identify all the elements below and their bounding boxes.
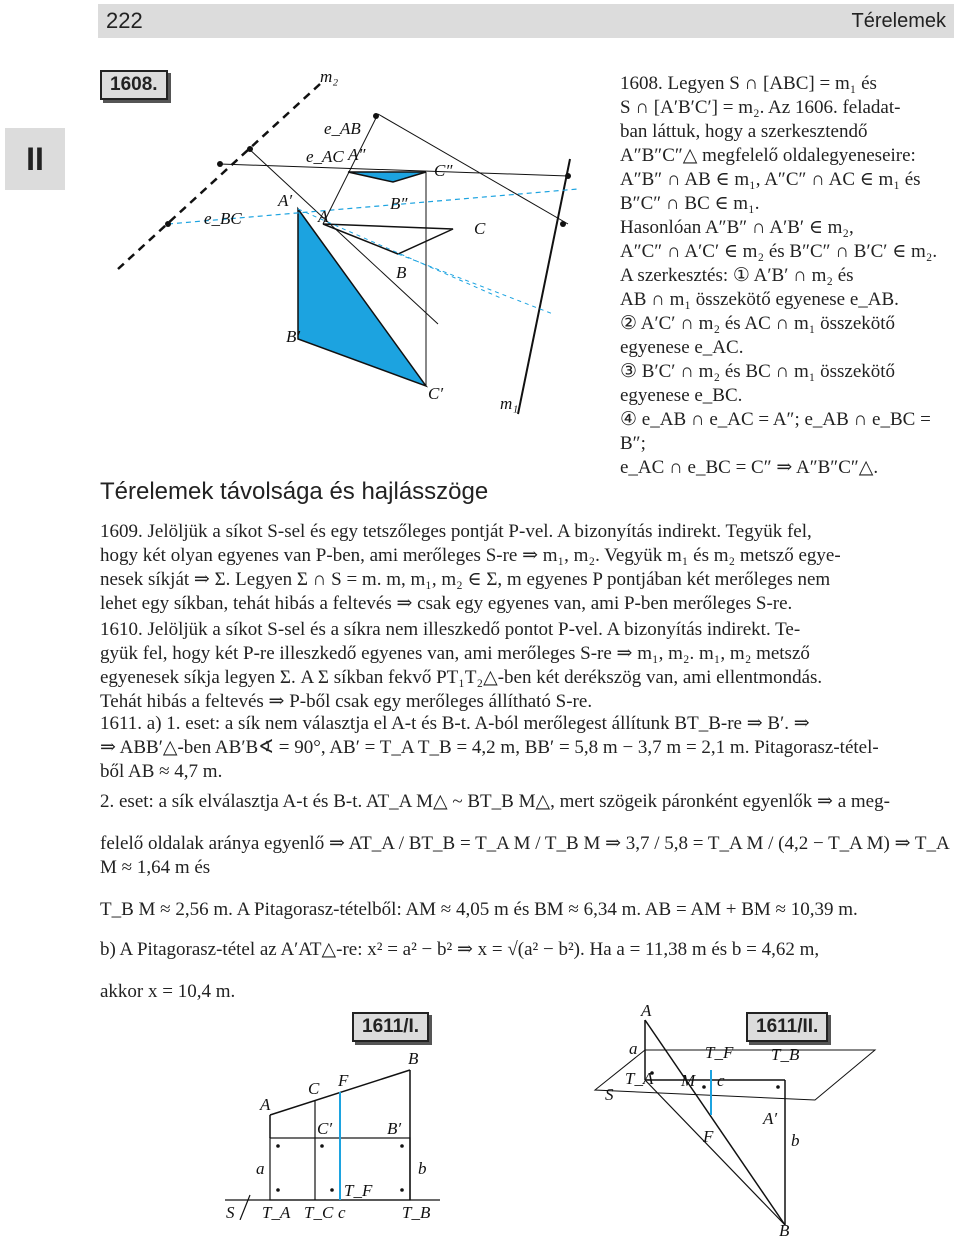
figure-label: M xyxy=(681,1071,696,1090)
figure-label: B xyxy=(408,1050,419,1068)
text-line: A″B″C″△ megfelelő oldalegyeneseire: xyxy=(620,145,916,166)
text-line: egyenesek síkja legyen Σ. A Σ síkban fekvő PT₁T₂△-ben két derékszög van, ami ellentmondás. xyxy=(100,667,823,688)
label-A: A xyxy=(318,207,329,226)
construction-line xyxy=(398,254,553,314)
text-line: gyük fel, hogy két P-re illeszkedő egyenes van, ami merőleges S-re ⇒ m₁, m₂. m₁, m₂ metsző xyxy=(100,643,810,664)
text-1611 xyxy=(100,712,956,784)
text-line: 1609. Jelöljük a síkot S-sel és egy tetszőleges pontját P-vel. A bizonyítás indirekt. Tegyük fel, xyxy=(100,521,812,542)
text-line: felelő oldalak aránya egyenlő ⇒ AT_A / BT_B = T_A M / T_B M ⇒ 3,7 / 5,8 = T_A M / (4,2 − T_A M) ⇒ T_A M ≈ 1,64 m és xyxy=(100,833,949,878)
figure-box-1611-2: 1611/II. xyxy=(746,1012,828,1042)
figure-label: b xyxy=(791,1131,800,1150)
text-line: egyenese e_AC. xyxy=(620,337,744,358)
text-line: Hasonlóan A″B″ ∩ A′B′ ∈ m₂, xyxy=(620,217,854,238)
label-eAB: e_AB xyxy=(324,119,361,138)
text-line: e_AC ∩ e_BC = C″ ⇒ A″B″C″△. xyxy=(620,457,879,478)
section-title: Térelemek xyxy=(851,10,946,32)
text-line: B″C″ ∩ BC ∈ m₁. xyxy=(620,193,760,214)
figure-label: F xyxy=(338,1071,349,1090)
triangle-ApBpCp xyxy=(298,209,426,386)
label-eAC: e_AC xyxy=(306,147,344,166)
figure-label: S xyxy=(605,1085,614,1104)
label-Bpp: B″ xyxy=(390,194,408,213)
text-line: AB ∩ m₁ összekötő egyenese e_AB. xyxy=(620,289,899,310)
chapter-tab: II xyxy=(5,128,65,190)
figure-label: A′ xyxy=(763,1109,778,1128)
label-eBC: e_BC xyxy=(204,209,242,228)
text-line: S ∩ [A′B′C′] = m₂. Az 1606. feladat- xyxy=(620,97,901,118)
problem-box-1608: 1608. xyxy=(100,70,168,100)
text-line: Tehát hibás a feltevés ⇒ P-ből csak egy merőleges állítható S-re. xyxy=(100,691,593,712)
line-m1 xyxy=(518,159,570,414)
figure-label: T_B xyxy=(402,1203,431,1220)
text-1609 xyxy=(100,520,956,616)
text-line: ③ B′C′ ∩ m₂ és BC ∩ m₁ összekötő xyxy=(620,361,896,382)
figure-label: C xyxy=(308,1079,320,1098)
figure-label: B′ xyxy=(387,1119,402,1138)
figure-label: F xyxy=(703,1127,714,1146)
triangle-AppBppCpp xyxy=(348,172,426,182)
label-Ap: A′ xyxy=(278,191,293,210)
text-line: lehet egy síkban, tehát hibás a feltevés ⇒ csak egy egyenes van, ami P-ben merőleges S-re. xyxy=(100,593,793,614)
figure-label: T_F xyxy=(705,1043,734,1062)
figure-label: a xyxy=(629,1039,638,1058)
line-m2 xyxy=(118,84,320,269)
text-line: hogy két olyan egyenes van P-ben, ami merőleges S-re ⇒ m₁, m₂. Vegyük m₁ és m₂ metsző egye- xyxy=(100,545,841,566)
figure-label: A xyxy=(641,1001,652,1020)
label-Cpp: C″ xyxy=(434,161,453,180)
figure-1608 xyxy=(108,64,588,444)
text-line: T_B M ≈ 2,56 m. A Pitagorasz-tételből: AM ≈ 4,05 m és BM ≈ 6,34 m. AB = AM + BM ≈ 10,39 m. xyxy=(100,899,858,920)
page-number: 222 xyxy=(106,8,143,33)
text-line: A″B″ ∩ AB ∈ m₁, A″C″ ∩ AC ∈ m₁ és xyxy=(620,169,921,190)
text-line: 2. eset: a sík elválasztja A-t és B-t. AT_A M△ ~ BT_B M△, mert szögeik páronként egyenlők ⇒ a meg- xyxy=(100,791,890,812)
label-C: C xyxy=(474,219,486,238)
text-line: A szerkesztés: ① A′B′ ∩ m₂ és xyxy=(620,265,854,286)
figure-label: T_A xyxy=(625,1069,654,1088)
label-Cp: C′ xyxy=(428,384,444,403)
text-line: ban láttuk, hogy a szerkesztendő xyxy=(620,121,868,142)
figure-box-1611-1: 1611/I. xyxy=(352,1012,429,1042)
text-line: b) A Pitagorasz-tétel az A′AT△-re: x² = a² − b² ⇒ x = √(a² − b²). Ha a = 11,38 m és b = 4,62 m, xyxy=(100,939,820,960)
figure-label: T_F xyxy=(344,1181,373,1200)
figure-label: C′ xyxy=(317,1119,333,1138)
text-line: A″C″ ∩ A′C′ ∈ m₂ és B″C″ ∩ B′C′ ∈ m₂. xyxy=(620,241,938,262)
label-m2: m₂ xyxy=(320,67,339,86)
figure-label: B xyxy=(779,1221,790,1236)
text-line: 1608. Legyen S ∩ [ABC] = m₁ és xyxy=(620,73,877,94)
text-line: 1610. Jelöljük a síkot S-sel és a síkra nem illeszkedő pontot P-vel. A bizonyítás indirekt. Te- xyxy=(100,619,801,640)
text-line: ④ e_AB ∩ e_AC = A″; e_AB ∩ e_BC = B″; xyxy=(620,409,931,454)
text-line: egyenese e_BC. xyxy=(620,385,743,406)
figure-label: T_A xyxy=(262,1203,291,1220)
label-App: A″ xyxy=(348,145,366,164)
text-line: ből AB ≈ 4,7 m. xyxy=(100,761,223,782)
figure-label: c xyxy=(717,1071,725,1090)
figure-label: A xyxy=(260,1095,271,1114)
figure-label: T_B xyxy=(771,1045,800,1064)
text-1608 xyxy=(620,72,954,480)
figure-label: c xyxy=(338,1203,346,1220)
text-line: akkor x = 10,4 m. xyxy=(100,981,236,1002)
label-Bp: B′ xyxy=(286,327,301,346)
page-header xyxy=(98,4,954,38)
text-1610 xyxy=(100,618,956,714)
figure-label: a xyxy=(256,1159,265,1178)
text-1611-case2 xyxy=(100,790,956,1004)
label-B: B xyxy=(396,263,407,282)
text-line: nesek síkját ⇒ Σ. Legyen Σ ∩ S = m. m, m₁, m₂ ∈ Σ, m egyenes P pontjában két merőleges nem xyxy=(100,569,831,590)
text-line: ② A′C′ ∩ m₂ és AC ∩ m₁ összekötő xyxy=(620,313,896,334)
figure-label: T_C xyxy=(304,1203,334,1220)
figure-label: S xyxy=(226,1203,235,1220)
text-line: 1611. a) 1. eset: a sík nem választja el A-t és B-t. A-ból merőlegest állítunk BT_B-re ⇒ B′. ⇒ xyxy=(100,713,810,734)
text-line: ⇒ ABB′△-ben AB′B∢ = 90°, AB′ = T_A T_B = 4,2 m, BB′ = 5,8 m − 3,7 m = 2,1 m. Pitagorasz-tétel- xyxy=(100,737,879,758)
figure-1611-1 xyxy=(220,1050,460,1220)
figure-label: b xyxy=(418,1159,427,1178)
label-m1: m₁ xyxy=(500,394,519,413)
section-heading: Térelemek távolsága és hajlásszöge xyxy=(100,478,489,505)
figure-1611-2 xyxy=(585,1000,885,1236)
